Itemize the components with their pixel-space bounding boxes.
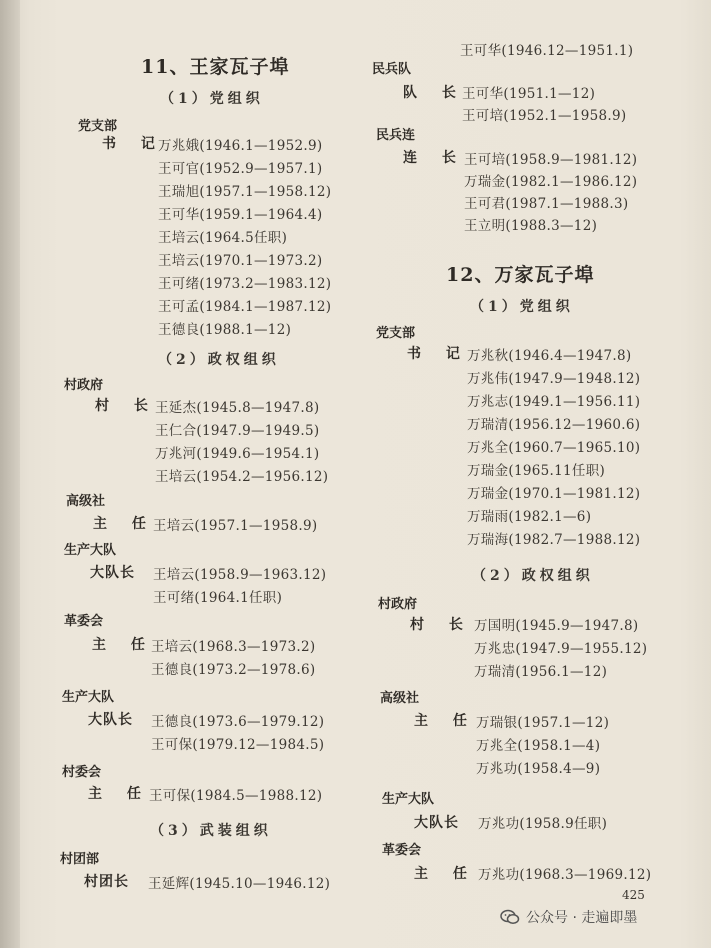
- list-item: 王可孟(1984.1—1987.12): [158, 299, 332, 315]
- list-item: 王可官(1952.9—1957.1): [158, 161, 323, 177]
- left-gov-subtitle: （2）政权组织: [158, 352, 280, 368]
- list-item: 万兆功(1958.4—9): [476, 761, 601, 777]
- section-title-11: 11、王家瓦子埠: [141, 56, 290, 78]
- left-party-role: 书 记: [102, 136, 165, 152]
- right-gov-role-3: 主 任: [414, 866, 477, 882]
- left-gov-role-5: 主 任: [88, 786, 151, 802]
- left-gov-org-4: 生产大队: [62, 690, 115, 705]
- left-gov-org-1: 高级社: [66, 494, 106, 509]
- list-item: 王培云(1968.3—1973.2): [151, 639, 316, 655]
- right-gov-org-1: 高级社: [380, 691, 420, 706]
- list-item: 王培云(1964.5任职): [158, 230, 288, 246]
- right-party-org: 党支部: [376, 326, 416, 341]
- list-item: 万瑞清(1956.12—1960.6): [467, 417, 641, 433]
- left-gov-role-0: 村 长: [95, 398, 158, 414]
- list-item: 王培云(1970.1—1973.2): [158, 253, 323, 269]
- right-militia-company-role: 连 长: [403, 150, 466, 166]
- list-item: 万瑞金(1982.1—1986.12): [464, 174, 638, 190]
- left-gov-role-4: 大队长: [88, 712, 133, 728]
- wechat-icon: [500, 909, 520, 925]
- left-gov-org-5: 村委会: [62, 765, 102, 780]
- watermark-text: 公众号 · 走遍即墨: [526, 910, 638, 926]
- right-gov-org-3: 革委会: [382, 843, 422, 858]
- list-item: 万兆功(1958.9任职): [478, 816, 608, 832]
- left-gov-org-3: 革委会: [64, 614, 104, 629]
- list-item: 王可培(1952.1—1958.9): [462, 108, 627, 124]
- list-item: 万国明(1945.9—1947.8): [474, 618, 639, 634]
- left-gov-org-2: 生产大队: [64, 543, 117, 558]
- list-item: 王瑞旭(1957.1—1958.12): [158, 184, 332, 200]
- list-item: 王可绪(1973.2—1983.12): [158, 276, 332, 292]
- list-item: 万瑞雨(1982.1—6): [467, 509, 592, 525]
- left-gov-role-2: 大队长: [90, 565, 135, 581]
- list-item: 王德良(1988.1—12): [158, 322, 292, 338]
- list-item: 万兆全(1960.7—1965.10): [467, 440, 641, 456]
- list-item: 王可华(1959.1—1964.4): [158, 207, 323, 223]
- left-armed-role: 村团长: [84, 874, 129, 890]
- list-item: 万瑞金(1965.11任职): [467, 463, 606, 479]
- list-item: 万瑞海(1982.7—1988.12): [467, 532, 641, 548]
- list-item: 万兆伟(1947.9—1948.12): [467, 371, 641, 387]
- right-gov-role-1: 主 任: [414, 713, 477, 729]
- list-item: 万瑞银(1957.1—12): [476, 715, 610, 731]
- left-gov-role-3: 主 任: [92, 637, 155, 653]
- list-item: 王可华(1946.12—1951.1): [460, 43, 634, 59]
- watermark: [500, 907, 637, 927]
- list-item: 万瑞清(1956.1—12): [474, 664, 608, 680]
- right-militia-company-org: 民兵连: [376, 128, 416, 143]
- left-gov-role-1: 主 任: [93, 516, 156, 532]
- right-gov-role-0: 村 长: [410, 617, 473, 633]
- right-militia-team-role: 队 长: [403, 85, 466, 101]
- page-binding-shadow: [0, 0, 20, 948]
- page-number: 425: [622, 888, 645, 902]
- list-item: 王可华(1951.1—12): [462, 86, 596, 102]
- right-gov-org-0: 村政府: [378, 597, 418, 612]
- list-item: 王可培(1958.9—1981.12): [464, 152, 638, 168]
- right-party-subtitle: （1）党组织: [470, 299, 574, 315]
- list-item: 王可绪(1964.1任职): [153, 590, 283, 606]
- section-title-12: 12、万家瓦子埠: [446, 264, 595, 286]
- list-item: 王可君(1987.1—1988.3): [464, 196, 629, 212]
- list-item: 王培云(1958.9—1963.12): [153, 567, 327, 583]
- right-party-role: 书 记: [407, 346, 470, 362]
- list-item: 万兆忠(1947.9—1955.12): [474, 641, 648, 657]
- list-item: 王仁合(1947.9—1949.5): [155, 423, 320, 439]
- left-gov-org-0: 村政府: [64, 378, 104, 393]
- list-item: 万兆娥(1946.1—1952.9): [158, 138, 323, 154]
- list-item: 万兆秋(1946.4—1947.8): [467, 348, 632, 364]
- list-item: 王可保(1984.5—1988.12): [149, 788, 323, 804]
- list-item: 王德良(1973.2—1978.6): [151, 662, 316, 678]
- list-item: 万兆全(1958.1—4): [476, 738, 601, 754]
- list-item: 万兆志(1949.1—1956.11): [467, 394, 641, 410]
- right-gov-org-2: 生产大队: [382, 792, 435, 807]
- list-item: 王培云(1954.2—1956.12): [155, 469, 329, 485]
- list-item: 王可保(1979.12—1984.5): [151, 737, 325, 753]
- list-item: 王德良(1973.6—1979.12): [151, 714, 325, 730]
- list-item: 王培云(1957.1—1958.9): [153, 518, 318, 534]
- right-gov-subtitle: （2）政权组织: [472, 568, 594, 584]
- left-armed-org: 村团部: [60, 852, 100, 867]
- right-gov-role-2: 大队长: [414, 815, 459, 831]
- list-item: 万兆功(1968.3—1969.12): [478, 867, 652, 883]
- list-item: 王延杰(1945.8—1947.8): [155, 400, 320, 416]
- left-party-org: 党支部: [78, 119, 118, 134]
- list-item: 王延辉(1945.10—1946.12): [148, 876, 331, 892]
- list-item: 王立明(1988.3—12): [464, 218, 598, 234]
- left-party-subtitle: （1）党组织: [160, 91, 264, 107]
- list-item: 万瑞金(1970.1—1981.12): [467, 486, 641, 502]
- left-armed-subtitle: （3）武装组织: [150, 823, 272, 839]
- right-militia-team-org: 民兵队: [372, 62, 412, 77]
- list-item: 万兆河(1949.6—1954.1): [155, 446, 320, 462]
